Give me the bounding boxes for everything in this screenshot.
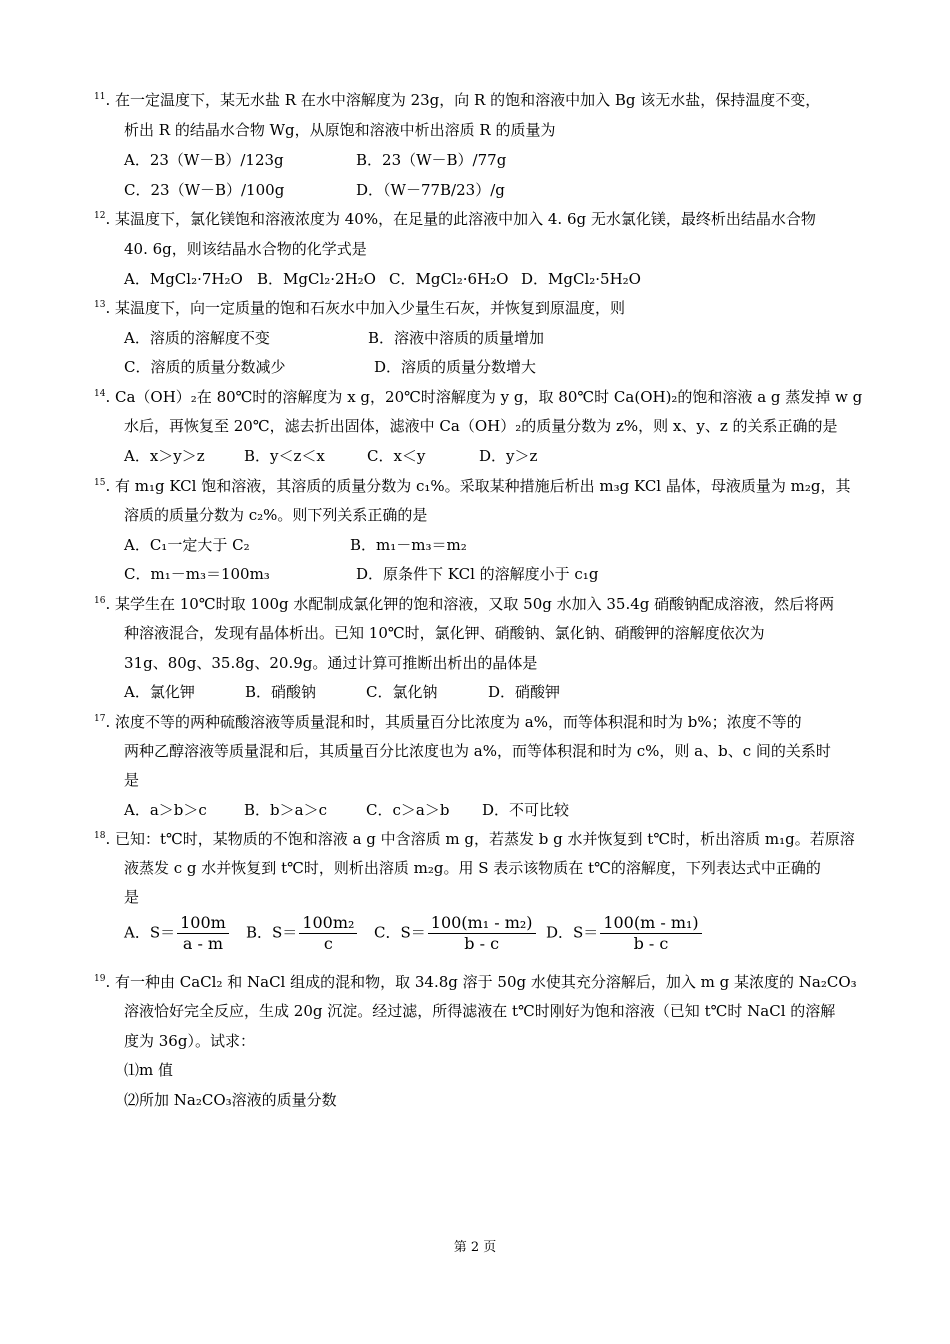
question-12-line-2: 40. 6g，则该结晶水合物的化学式是 <box>124 240 367 258</box>
question-17-option-c: C．c＞a＞b <box>366 801 450 819</box>
question-17-option-d: D．不可比较 <box>482 801 570 819</box>
fraction-c: $\frac{\text{100(m₁ - m₂)}}{b - c}$ <box>428 914 536 953</box>
question-15-option-d: D．原条件下 KCl 的溶解度小于 c₁g <box>356 565 599 583</box>
question-15-option-c: C．m₁－m₃＝100m₃ <box>124 565 270 583</box>
question-14-option-b: B．y＜z＜x <box>244 447 325 465</box>
fraction-d: $\frac{\text{100(m - m₁)}}{b - c}$ <box>600 914 701 953</box>
question-19-subquestion-2: ⑵所加 Na₂CO₃溶液的质量分数 <box>124 1091 337 1109</box>
question-16-option-d: D．硝酸钾 <box>488 683 561 701</box>
question-17-option-a: A．a＞b＞c <box>124 801 207 819</box>
question-12-option-b: B．MgCl₂·2H₂O <box>257 270 376 288</box>
question-13-option-a: A．溶质的溶解度不变 <box>124 329 270 347</box>
question-15-line-1: $^{15}$. 有 m₁g KCl 饱和溶液，其溶质的质量分数为 c₁%。采取某种措施后析出 m₃g KCl 晶体，母液质量为 m₂g，其 <box>94 477 851 495</box>
question-14-line-1: $^{14}$. Ca（OH）₂在 80℃时的溶解度为 x g，20℃时溶解度为 y g，取 80℃时 Ca(OH)₂的饱和溶液 a g 蒸发掉 w g <box>94 388 863 406</box>
question-12-line-1: $^{12}$. 某温度下，氯化镁饱和溶液浓度为 40%，在足量的此溶液中加入 4. 6g 无水氯化镁，最终析出结晶水合物 <box>94 210 816 228</box>
question-15-line-2: 溶质的质量分数为 c₂%。则下列关系正确的是 <box>124 506 428 524</box>
question-17-line-3: 是 <box>124 771 140 789</box>
question-18-option-b: B．S＝ $\frac{\text{100m₂}}{c}$ <box>246 914 359 953</box>
question-18-option-d: D．S＝ $\frac{\text{100(m - m₁)}}{b - c}$ <box>546 914 704 953</box>
fraction-b: $\frac{\text{100m₂}}{c}$ <box>299 914 357 953</box>
question-11-option-c: C．23（W－B）/100g <box>124 181 285 199</box>
question-12-option-c: C．MgCl₂·6H₂O <box>389 270 509 288</box>
question-11-line-1: $^{11}$. 在一定温度下，某无水盐 R 在水中溶解度为 23g，向 R 的饱和溶液中加入 Bg 该无水盐，保持温度不变， <box>94 91 821 109</box>
question-14-option-c: C．x＜y <box>367 447 426 465</box>
question-18-line-3: 是 <box>124 888 140 906</box>
question-19-line-1: $^{19}$. 有一种由 CaCl₂ 和 NaCl 组成的混和物，取 34.8g 溶于 50g 水使其充分溶解后，加入 m g 某浓度的 Na₂CO₃ <box>94 973 857 991</box>
question-16-line-3: 31g、80g、35.8g、20.9g。通过计算可推断出析出的晶体是 <box>124 654 538 672</box>
question-16-option-a: A．氯化钾 <box>124 683 195 701</box>
question-18-line-1: $^{18}$. 已知：t℃时，某物质的不饱和溶液 a g 中含溶质 m g，若蒸发 b g 水并恢复到 t℃时，析出溶质 m₁g。若原溶 <box>94 830 855 848</box>
question-16-option-b: B．硝酸钠 <box>245 683 317 701</box>
question-17-line-2: 两种乙醇溶液等质量混和后，其质量百分比浓度也为 a%，而等体积混和时为 c%，则 a、b、c 间的关系时 <box>124 742 831 760</box>
question-19-line-3: 度为 36g）。试求： <box>124 1032 255 1050</box>
question-12-option-a: A．MgCl₂·7H₂O <box>124 270 243 288</box>
question-16-line-2: 种溶液混合，发现有晶体析出。已知 10℃时，氯化钾、硝酸钠、氯化钠、硝酸钾的溶解度依次为 <box>124 624 765 642</box>
question-15-option-a: A．C₁一定大于 C₂ <box>124 536 250 554</box>
question-11-option-d: D．（W－77B/23）/g <box>356 181 505 199</box>
question-11-option-a: A．23（W－B）/123g <box>124 151 284 169</box>
question-18-option-a: A．S＝ $\frac{100m}{a - m}$ <box>124 914 231 953</box>
question-19-subquestion-1: ⑴m 值 <box>124 1061 173 1079</box>
question-13-option-d: D．溶质的质量分数增大 <box>374 358 537 376</box>
question-13-option-c: C．溶质的质量分数减少 <box>124 358 286 376</box>
question-17-option-b: B．b＞a＞c <box>244 801 327 819</box>
question-11-line-2: 析出 R 的结晶水合物 Wg，从原饱和溶液中析出溶质 R 的质量为 <box>124 121 556 139</box>
question-16-option-c: C．氯化钠 <box>366 683 438 701</box>
question-11-option-b: B．23（W－B）/77g <box>356 151 507 169</box>
question-18-option-c: C．S＝ $\frac{\text{100(m₁ - m₂)}}{b - c}$ <box>374 914 538 953</box>
fraction-a: $\frac{100m}{a - m}$ <box>177 914 229 953</box>
question-15-option-b: B．m₁－m₃＝m₂ <box>350 536 467 554</box>
page-number: 第 2 页 <box>453 1240 497 1255</box>
question-13-option-b: B．溶液中溶质的质量增加 <box>368 329 545 347</box>
question-19-line-2: 溶液恰好完全反应，生成 20g 沉淀。经过滤，所得滤液在 t℃时刚好为饱和溶液（已知 t℃时 NaCl 的溶解 <box>124 1002 836 1020</box>
question-18-line-2: 液蒸发 c g 水并恢复到 t℃时，则析出溶质 m₂g。用 S 表示该物质在 t℃的溶解度，下列表达式中正确的 <box>124 859 821 877</box>
question-14-option-a: A．x＞y＞z <box>124 447 205 465</box>
question-17-line-1: $^{17}$. 浓度不等的两种硫酸溶液等质量混和时，其质量百分比浓度为 a%，而等体积混和时为 b%；浓度不等的 <box>94 713 802 731</box>
question-12-option-d: D．MgCl₂·5H₂O <box>521 270 641 288</box>
question-14-line-2: 水后，再恢复至 20℃，滤去折出固体，滤液中 Ca（OH）₂的质量分数为 z%，则 x、y、z 的关系正确的是 <box>124 417 838 435</box>
question-16-line-1: $^{16}$. 某学生在 10℃时取 100g 水配制成氯化钾的饱和溶液，又取 50g 水加入 35.4g 硝酸钠配成溶液，然后将两 <box>94 595 835 613</box>
question-14-option-d: D．y＞z <box>479 447 538 465</box>
question-13-line-1: $^{13}$. 某温度下，向一定质量的饱和石灰水中加入少量生石灰，并恢复到原温度，则 <box>94 299 625 317</box>
